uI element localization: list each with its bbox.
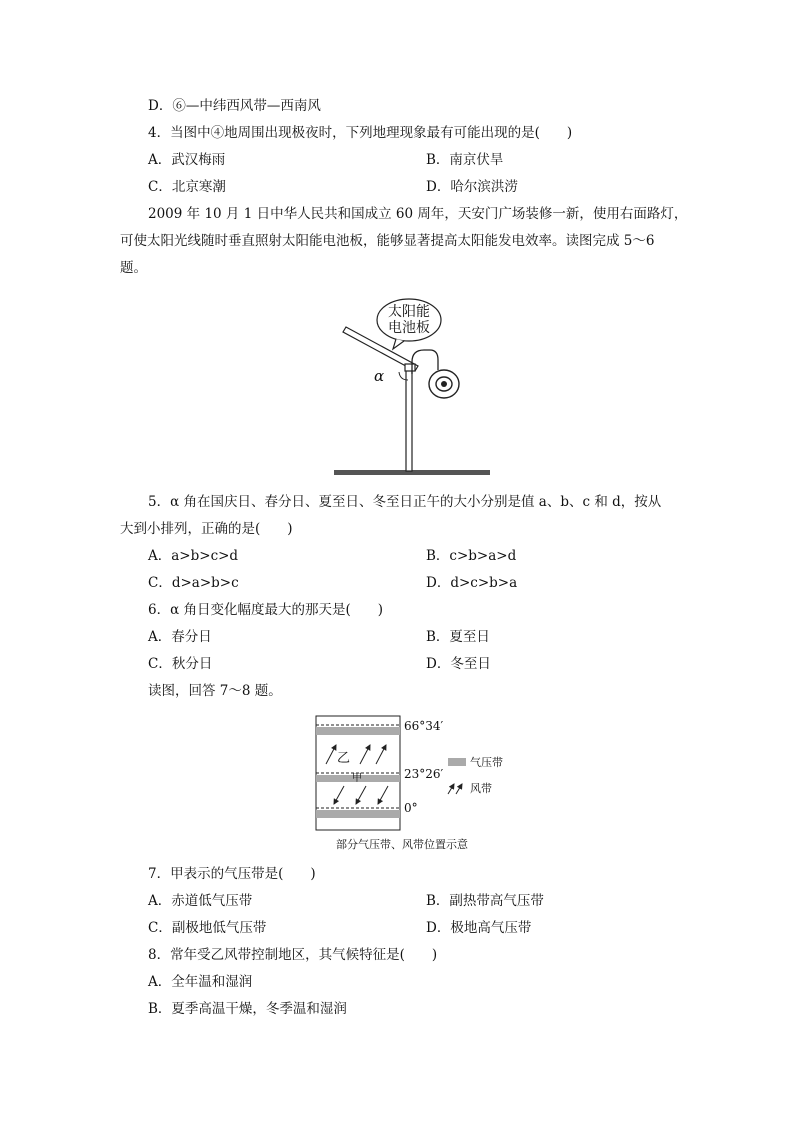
q8-option-b: B．夏季高温干燥，冬季温和湿润 [148,1001,347,1017]
pressure-belt-bottom [316,810,400,818]
lat-label-66: 66°34′ [404,719,444,733]
bubble-text-line2: 电池板 [388,320,430,336]
legend-wind-arrow [448,784,454,794]
q4-option-a: A．武汉梅雨 [148,152,226,168]
q4-option-b: B．南京伏旱 [426,152,504,168]
q5-option-b: B．c>b>a>d [426,548,517,564]
q7-option-b: B．副热带高气压带 [426,893,544,909]
label-jia: 甲 [352,773,362,784]
intro-5-6-line1: 2009 年 10 月 1 日中华人民共和国成立 60 周年，天安门广场装修一新，使用右面路灯， [148,206,688,222]
q5-option-a: A．a>b>c>d [148,548,239,564]
q6-stem: 6．α 角日变化幅度最大的那天是( ) [148,602,384,618]
q4-option-d: D．哈尔滨洪涝 [426,179,518,195]
q6-option-b: B．夏至日 [426,629,490,645]
q5-option-d: D．d>c>b>a [426,575,518,591]
legend-pressure-label: 气压带 [470,756,503,769]
pressure-wind-belts-figure [312,712,522,856]
intro-7-8: 读图，回答 7～8 题。 [148,683,282,699]
lat-label-23: 23°26′ [404,767,444,781]
q7-option-c: C．副极地低气压带 [148,920,267,936]
q5-line2: 大到小排列，正确的是( ) [120,521,293,537]
q4-stem: 4．当图中④地周围出现极夜时，下列地理现象最有可能出现的是( ) [148,125,573,141]
figure-caption: 部分气压带、风带位置示意 [336,838,468,851]
alpha-label: α [374,367,385,385]
q8-stem: 8．常年受乙风带控制地区，其气候特征是( ) [148,947,438,963]
panel-bracket [405,364,415,371]
lat-label-0: 0° [404,801,418,815]
solar-lamp-figure [326,294,498,480]
q7-option-d: D．极地高气压带 [426,920,532,936]
q5-line1: 5．α 角在国庆日、春分日、夏至日、冬至日正午的大小分别是值 a、b、c 和 d，按从 [148,494,662,510]
pressure-belt-top [316,727,400,735]
bubble-text-line1: 太阳能 [388,304,430,320]
intro-5-6-line3: 题。 [120,260,147,276]
lamp-pole [406,370,412,471]
legend-wind-arrow [456,784,462,794]
legend-wind-label: 风带 [470,782,492,795]
q4-option-c: C．北京寒潮 [148,179,226,195]
q7-stem: 7．甲表示的气压带是( ) [148,866,316,882]
q6-option-a: A．春分日 [148,629,212,645]
lamp-bulb [441,381,447,387]
q3-option-d: D．⑥—中纬西风带—西南风 [148,98,321,114]
q5-option-c: C．d>a>b>c [148,575,239,591]
q6-option-c: C．秋分日 [148,656,213,672]
legend-pressure-swatch [448,758,466,766]
q6-option-d: D．冬至日 [426,656,491,672]
q7-option-a: A．赤道低气压带 [148,893,253,909]
intro-5-6-line2: 可使太阳光线随时垂直照射太阳能电池板，能够显著提高太阳能发电效率。读图完成 5～6 [120,233,655,249]
q8-option-a: A．全年温和湿润 [148,974,253,990]
label-yi: 乙 [337,751,351,766]
